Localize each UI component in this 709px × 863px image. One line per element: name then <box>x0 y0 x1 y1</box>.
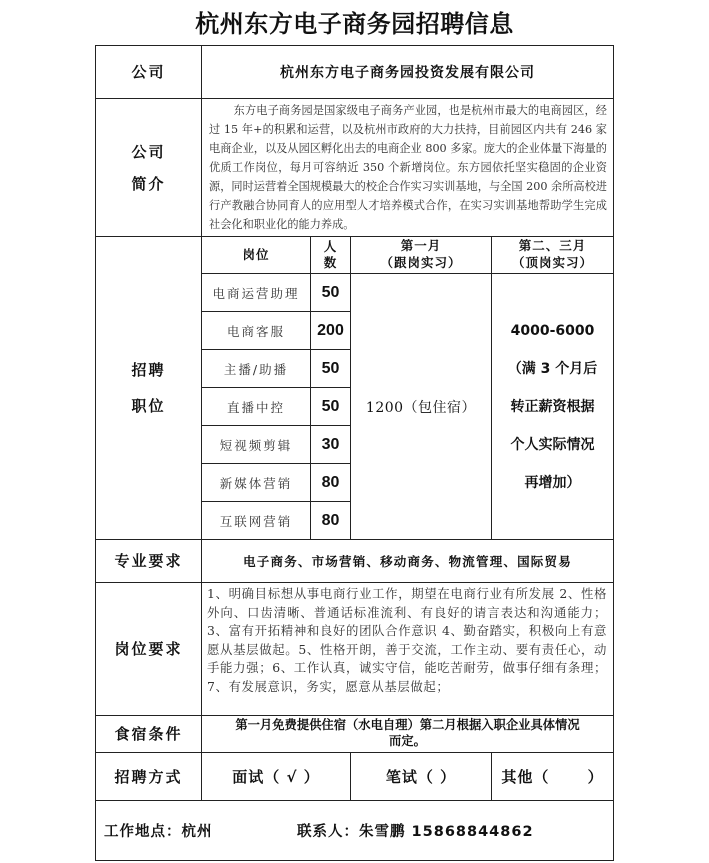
position-count: 200 <box>317 321 344 339</box>
month23-pay-line: 个人实际情况 <box>510 436 595 453</box>
position-count: 50 <box>321 397 340 415</box>
positions-label <box>96 237 201 539</box>
month1-pay: 1200（包住宿） <box>365 399 477 416</box>
position-name: 电商运营助理 <box>212 285 300 301</box>
intro-paragraph: 东方电子商务园是国家级电子商务产业园，也是杭州市最大的电商园区，经过 15 年+的积累和运营，以及杭州市政府的大力扶持，目前园区内共有 246 家电商企业，以及从园区孵化出去的电商企业 800 多家。庞大的企业体量下海量的优质工作岗位，每月可容纳近 350 个新增岗位。东方园依托坚实稳固的企业资源，同时运营着全国规模最大的校企合作实习实训基地，与全国 200 余所高校进行产教融合协同育人的应用型人才培养模式合作，在实习实训基地帮助学生完成社会化和职业化的能力养成。 <box>209 104 607 231</box>
position-count: 50 <box>321 359 340 377</box>
count-header-line2: 数 <box>323 255 338 270</box>
intro-text <box>202 99 613 236</box>
intro-label <box>96 99 201 236</box>
position-name: 短视频剪辑 <box>219 437 293 453</box>
month1-header <box>351 237 491 273</box>
position-count: 30 <box>321 435 340 453</box>
method-label: 招聘方式 <box>114 767 183 786</box>
accommodation-line1: 第一月免费提供住宿（水电自理）第二月根据入职企业具体情况 <box>235 718 580 732</box>
count-header-line1: 人 <box>323 239 338 255</box>
major-text: 电子商务、市场营销、移动商务、物流管理、国际贸易 <box>243 554 572 569</box>
month23-pay-line: 转正薪资根据 <box>510 398 595 415</box>
position-name: 主播/助播 <box>223 361 289 377</box>
month23-header-line2: （顶岗实习） <box>511 255 593 270</box>
position-name: 电商客服 <box>226 323 285 339</box>
month1-header-line1: 第一月 <box>400 238 442 254</box>
position-name: 直播中控 <box>226 399 285 415</box>
accommodation-label: 食宿条件 <box>114 725 183 743</box>
month23-header-line1: 第二、三月 <box>518 238 587 254</box>
month23-header <box>492 237 613 273</box>
company-name: 杭州东方电子商务园投资发展有限公司 <box>280 65 535 81</box>
requirements-label: 岗位要求 <box>114 640 183 658</box>
page-title: 杭州东方电子商务园招聘信息 <box>195 10 514 38</box>
month23-pay-line: （满 3 个月后 <box>507 360 598 377</box>
intro-label-line1: 公司 <box>131 142 166 161</box>
method-other: 其他（ ） <box>501 768 604 786</box>
method-interview: 面试（ √ ） <box>232 768 320 786</box>
positions-label-line1: 招聘 <box>131 361 166 379</box>
company-label: 公司 <box>131 63 166 81</box>
position-count: 80 <box>321 511 340 529</box>
position-name: 新媒体营销 <box>219 475 293 491</box>
month23-pay <box>492 274 613 539</box>
month1-header-line2: （跟岗实习） <box>380 255 462 270</box>
count-header <box>311 237 350 273</box>
position-count: 80 <box>321 473 340 491</box>
method-written: 笔试（ ） <box>385 768 457 786</box>
requirements-paragraph: 1、明确目标想从事电商行业工作，期望在电商行业有所发展 2、性格外向、口齿清晰、普通话标准流利、有良好的请言表达和沟通能力；3、富有开拓精神和良好的团队合作意识 4、勤奋踏实，积极向上有意愿从基层做起。5、性格开朗，善于交流，工作主动、要有责任心，动手能力强；6、工作认真，诚实守信，能吃苦耐劳，做事仔细有条理；7、有发展意识，务实，愿意从基层做起； <box>207 586 607 694</box>
accommodation-line2: 而定。 <box>389 734 426 748</box>
position-name: 互联网营销 <box>219 513 293 529</box>
contact-info: 联系人：朱雪鹏 15868844862 <box>297 824 534 840</box>
accommodation-text <box>202 716 613 752</box>
requirements-text <box>202 583 613 715</box>
position-header: 岗位 <box>242 246 270 262</box>
work-location: 工作地点：杭州 <box>104 824 213 840</box>
major-label: 专业要求 <box>114 552 183 570</box>
month23-pay-line: 再增加） <box>524 474 581 491</box>
month23-pay-line: 4000-6000 <box>510 322 595 339</box>
positions-label-line2: 职位 <box>131 397 166 415</box>
position-count: 50 <box>321 283 340 301</box>
intro-label-line2: 简介 <box>131 174 166 193</box>
